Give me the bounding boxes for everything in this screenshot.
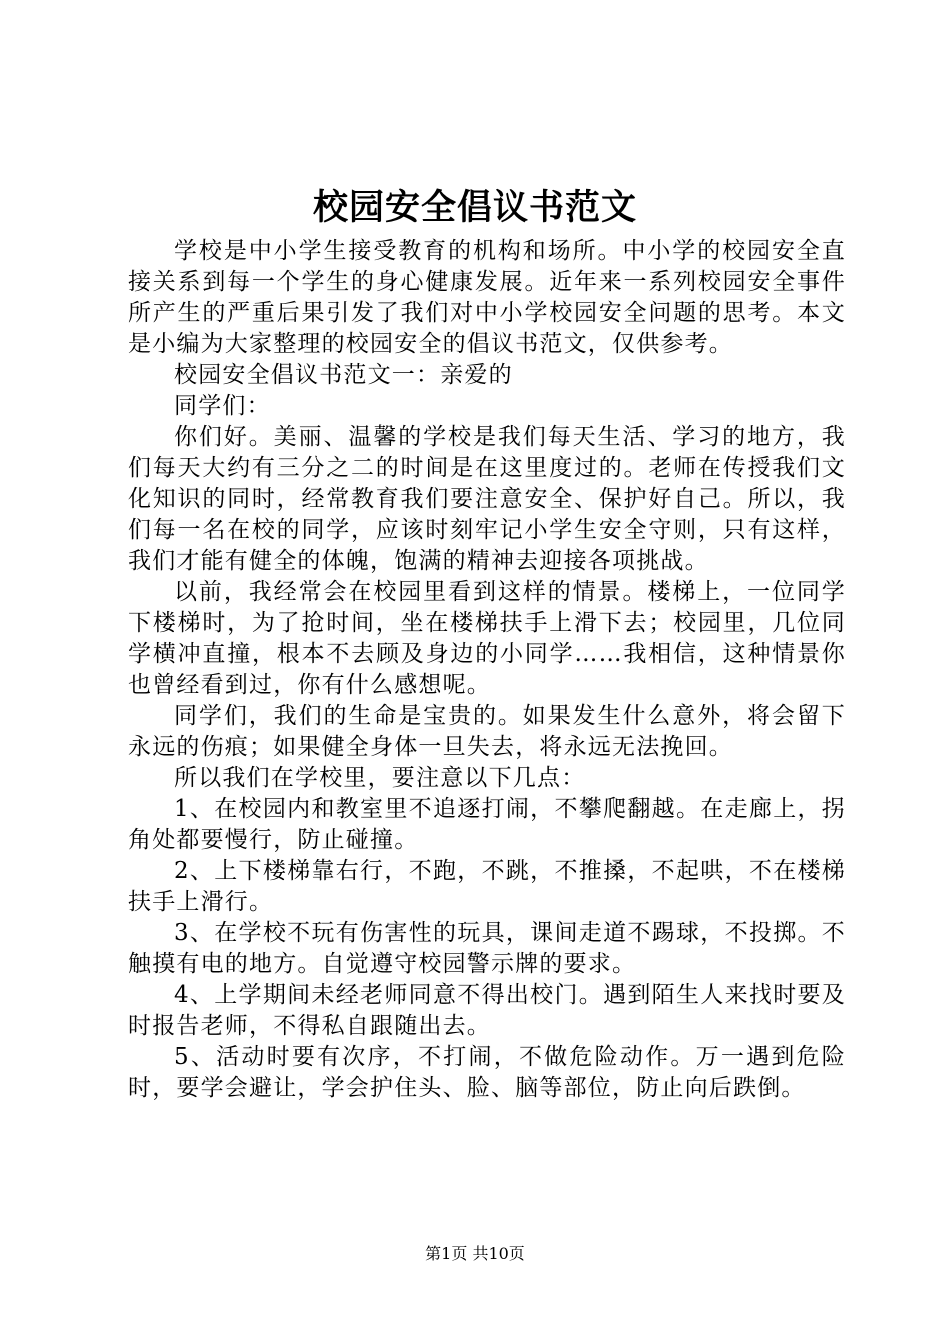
paragraph-letter-heading: 校园安全倡议书范文一：亲爱的 [174,362,513,388]
list-item-rule-4: 4、上学期间未经老师同意不得出校门。遇到陌生人来找时要及时报告老师，不得私自跟随出去。 [128,982,846,1039]
paragraph-intro: 学校是中小学生接受教育的机构和场所。中小学的校园安全直接关系到每一个学生的身心健康发展。近年来一系列校园安全事件所产生的严重后果引发了我们对中小学校园安全问题的思考。本文是小编为大家整理的校园安全的倡议书范文，仅供参考。 [128,238,846,357]
paragraph-salutation: 同学们： [174,393,271,419]
paragraph-scenario: 以前，我经常会在校园里看到这样的情景。楼梯上，一位同学下楼梯时，为了抢时间，坐在楼梯扶手上滑下去；校园里，几位同学横冲直撞，根本不去顾及身边的小同学……我相信，这种情景你也曾经看到过，你有什么感想呢。 [128,579,846,698]
paragraph-life-precious: 同学们，我们的生命是宝贵的。如果发生什么意外，将会留下永远的伤痕；如果健全身体一旦失去，将永远无法挽回。 [128,703,846,760]
page-number-footer: 第1页 共10页 [425,1244,525,1263]
paragraph-points-intro: 所以我们在学校里，要注意以下几点： [174,765,586,791]
paragraph-greeting: 你们好。美丽、温馨的学校是我们每天生活、学习的地方，我们每天大约有三分之二的时间是在这里度过的。老师在传授我们文化知识的同时，经常教育我们要注意安全、保护好自己。所以，我们每一名在校的同学，应该时刻牢记小学生安全守则，只有这样，我们才能有健全的体魄，饱满的精神去迎接各项挑战。 [128,424,846,574]
list-item-rule-5: 5、活动时要有次序，不打闹，不做危险动作。万一遇到危险时，要学会避让，学会护住头、脸、脑等部位，防止向后跌倒。 [128,1044,846,1101]
document-body [128,236,846,1104]
list-item-rule-2: 2、上下楼梯靠右行，不跑，不跳，不推搡，不起哄，不在楼梯扶手上滑行。 [128,858,846,915]
document-title: 校园安全倡议书范文 [312,187,637,228]
list-item-rule-3: 3、在学校不玩有伤害性的玩具，课间走道不踢球，不投掷。不触摸有电的地方。自觉遵守校园警示牌的要求。 [128,920,846,977]
list-item-rule-1: 1、在校园内和教室里不追逐打闹，不攀爬翻越。在走廊上，拐角处都要慢行，防止碰撞。 [128,796,846,853]
